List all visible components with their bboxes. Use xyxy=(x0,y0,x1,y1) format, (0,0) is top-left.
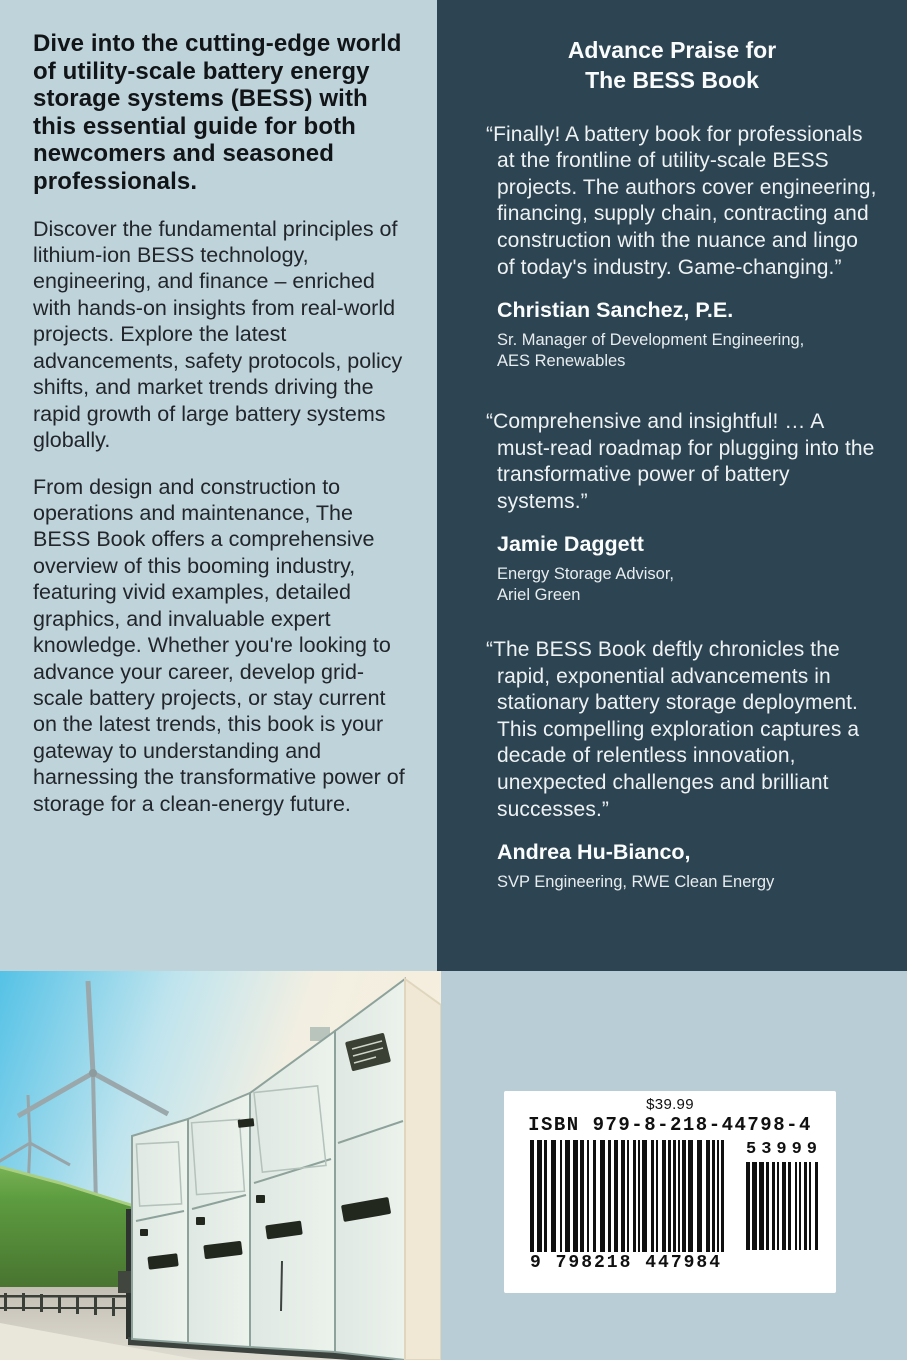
quote-1-author: Christian Sanchez, P.E. xyxy=(497,298,734,323)
cabinet-side-panel xyxy=(405,979,441,1360)
quotes-list xyxy=(437,122,907,893)
barcode-box xyxy=(504,1091,836,1293)
photo-battery-storage-and-wind-turbines xyxy=(0,971,441,1360)
barcode-area xyxy=(441,971,907,1360)
praise-heading-line1: Advance Praise for xyxy=(567,37,777,63)
ean-digits: 9 798218 447984 xyxy=(530,1253,723,1273)
body-paragraph-1: Discover the fundamental principles of lithium-ion BESS technology, engineering, and finance – enriched with hands-on insights from real-world projects. Explore the latest advancements, safety protocols, policy shifts, and market trends driving the rapid growth of large battery systems globally. xyxy=(33,216,403,453)
ean-barcode xyxy=(530,1140,728,1252)
quote-1-role-line1: Sr. Manager of Development Engineering, xyxy=(497,331,805,350)
praise-heading xyxy=(437,0,907,96)
price-label: $39.99 xyxy=(646,1096,694,1113)
quote-2 xyxy=(486,409,877,606)
turbine-hub xyxy=(89,1069,97,1077)
ean-addon-barcode xyxy=(746,1162,820,1250)
quote-3-role-line1: SVP Engineering, RWE Clean Energy xyxy=(497,873,775,892)
headline: Dive into the cutting-edge world of utility-scale battery energy storage systems (BESS) with this essential guide for both newcomers and seasoned professionals. xyxy=(33,30,402,195)
ean-main-code xyxy=(530,1140,728,1273)
body-paragraph-2: From design and construction to operations and maintenance, The BESS Book offers a comprehensive overview of this booming industry, featuring vivid examples, detailed graphics, and invaluable expert knowledge. Whether you're looking to advance your career, develop grid-scale battery projects, or stay current on the latest trends, this book is your gateway to understanding and harnessing the transformative power of storage for a clean-energy future. xyxy=(33,474,405,816)
quote-3 xyxy=(486,637,877,893)
left-column xyxy=(0,0,437,971)
quote-3-text: “The BESS Book deftly chronicles the rapid, exponential advancements in stationary battery storage deployment. This compelling exploration captures a decade of relentless innovation, unexpected challenges and brilliant successes.” xyxy=(486,638,860,821)
praise-column xyxy=(437,0,907,971)
quote-1-role-line2: AES Renewables xyxy=(497,352,626,371)
quote-1-text: “Finally! A battery book for professionals at the frontline of utility-scale BESS projects. The authors cover engineering, financing, supply chain, contracting and construction with the nuance and lingo of today's industry. Game-changing.” xyxy=(486,122,877,279)
quote-3-author: Andrea Hu-Bianco, xyxy=(497,840,691,865)
antenna xyxy=(281,1261,282,1311)
isbn-number: ISBN 979-8-218-44798-4 xyxy=(528,1114,812,1136)
utility-box xyxy=(118,1271,132,1293)
ean-addon-code xyxy=(746,1140,822,1250)
photo-illustration xyxy=(0,971,441,1360)
quote-2-role-line2: Ariel Green xyxy=(497,586,581,605)
quote-2-author: Jamie Daggett xyxy=(497,532,644,557)
ean-addon-number: 53999 xyxy=(746,1140,823,1159)
quote-2-text: “Comprehensive and insightful! … A must-read roadmap for plugging into the transformative power of battery systems.” xyxy=(486,410,875,513)
quote-1 xyxy=(486,122,877,372)
barcode-bars-row xyxy=(504,1140,836,1273)
quote-2-role-line1: Energy Storage Advisor, xyxy=(497,565,675,584)
praise-heading-line2: The BESS Book xyxy=(585,66,759,93)
